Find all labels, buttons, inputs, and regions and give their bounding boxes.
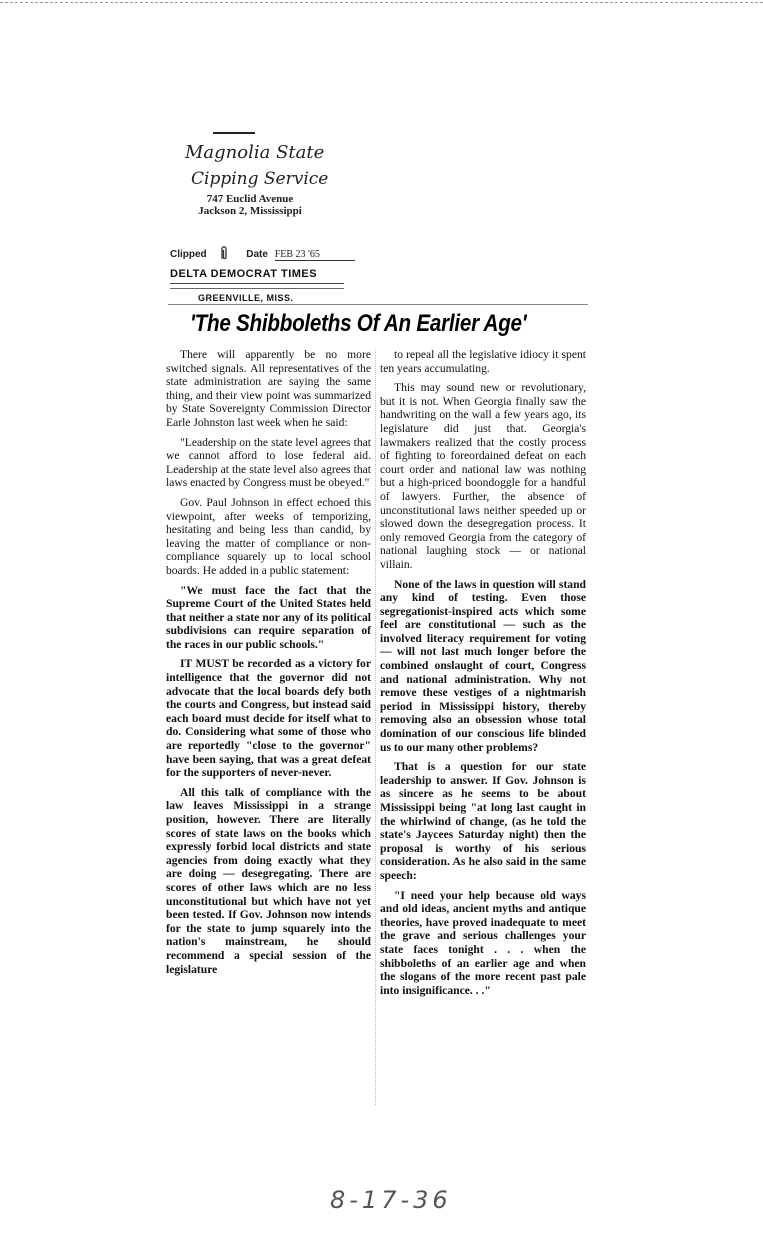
handwritten-annotation: 8-17-36 (330, 1186, 452, 1214)
clipping-service-address (190, 193, 310, 217)
right-paragraph-5: "I need your help because old ways and old ideas, ancient myths and antique theories, have proved inadequate to meet the grave and serious challenges your state faces tonight . . . when the shibboleths of an earlier age and when the slogans of the more recent past pale into insignificance. . ." (380, 888, 586, 997)
left-paragraph-3: Gov. Paul Johnson in effect echoed this viewpoint, after weeks of temporizing, hesitating and being less than candid, by leaving the matter of compliance or non-compliance squarely up to local school boards. He added in a public statement: (166, 495, 371, 577)
right-paragraph-4: That is a question for our state leadership to answer. If Gov. Johnson is as sincere as he seems to be about Mississippi being "at long last caught in the whirlwind of change, (as he told the state's Jaycees Saturday night) then the proposal is worthy of his serious consideration. As he also said in the same speech: (380, 760, 586, 882)
page-top-border (0, 2, 763, 3)
newspaper-location: GREENVILLE, MISS. (198, 293, 294, 303)
clipping-service-name-line2: Cipping Service (191, 169, 329, 189)
right-paragraph-3: None of the laws in question will stand any kind of testing. Even those segregationist-inspired acts which some feel are constitutional — such as the involved literacy requirement for voting — will not last much longer before the combined onslaught of court, Congress and national administration. Why not remove these vestiges of a nightmarish period in Mississippi history, thereby removing also an obsession whose total domination of our conscious life blinded us to our many other problems? (380, 577, 586, 754)
date-value: FEB 23 '65 (275, 249, 355, 261)
clip-info-row (170, 246, 355, 261)
newspaper-rule (170, 288, 344, 289)
article-left-column (166, 348, 371, 982)
left-paragraph-6: All this talk of compliance with the law leaves Mississippi in a strange position, however. There are literally scores of state laws on the books which expressly forbid local districts and state agencies from doing exactly what they are doing — desegregating. There are scores of other laws which are no less unconstitutional but which have not yet been tested. If Gov. Johnson now intends for the state to jump squarely into the nation's mainstream, he should recommend a special session of the legislature (166, 785, 371, 976)
clipped-label: Clipped (170, 249, 207, 260)
article-right-column (380, 348, 586, 1003)
column-divider (375, 350, 376, 1105)
right-paragraph-1: to repeal all the legislative idiocy it spent ten years accumulating. (380, 348, 586, 375)
left-paragraph-1: There will apparently be no more switched signals. All representatives of the state administration are saying the same thing, and their view point was summarized by State Sovereignty Commission Director Earle Johnston last week when he said: (166, 348, 371, 429)
left-paragraph-5: IT MUST be recorded as a victory for intelligence that the governor did not advocate that the local boards defy both the courts and Congress, but instead said each board must decide for itself what to do. Considering what some of those who are reportedly "close to the governor" have been saying, that was a great defeat for the supporters of never-never. (166, 657, 371, 780)
address-line2: Jackson 2, Mississippi (198, 205, 302, 217)
newspaper-name: DELTA DEMOCRAT TIMES (170, 268, 344, 284)
article-headline: 'The Shibboleths Of An Earlier Age' (190, 310, 527, 337)
address-line1: 747 Euclid Avenue (206, 193, 294, 205)
right-paragraph-2: This may sound new or revolutionary, but it is not. When Georgia finally saw the handwriting on the wall a few years ago, its legislature did just that. Georgia's lawmakers realized that the costly process of fighting to foreordained defeat on each court order and national law was nothing but a high-priced boondoggle for a handful of lawyers. Further, the absence of unconstitutional laws neither speeded up or slowed down the desegregation process. It only removed Georgia from the category of national laughing stock — or national villain. (380, 381, 586, 571)
left-paragraph-2: "Leadership on the state level agrees that we cannot afford to lose federal aid. Leadership at the state level also agrees that laws enacted by Congress must be obeyed." (166, 435, 371, 490)
clipping-service-name-line1: Magnolia State (185, 142, 325, 163)
paper-clip-icon (219, 246, 229, 260)
left-paragraph-4: "We must face the fact that the Supreme Court of the United States held that neither a state nor any of its political subdivisions can require separation of the races in our public schools." (166, 583, 371, 651)
date-label: Date (246, 249, 268, 260)
service-header-rule (213, 132, 255, 134)
headline-top-rule (168, 304, 588, 305)
